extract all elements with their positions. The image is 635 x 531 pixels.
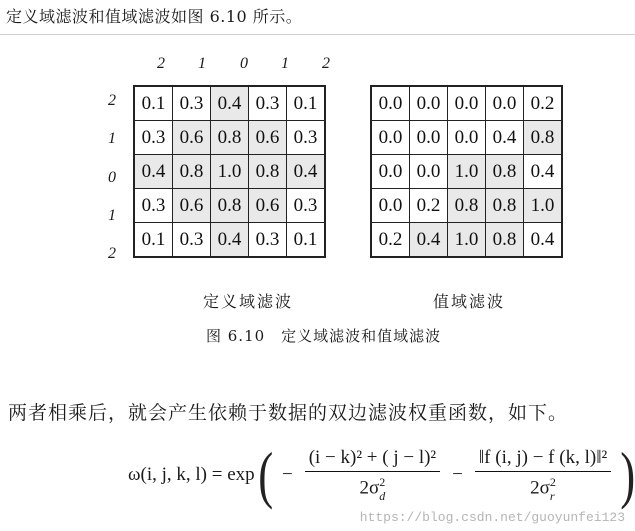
range-grid-cell: 0.0 bbox=[410, 155, 448, 189]
domain-grid-cell: 0.8 bbox=[211, 121, 249, 155]
domain-grid-cell: 0.4 bbox=[134, 155, 173, 189]
range-grid-row bbox=[371, 189, 562, 223]
bilateral-weight-formula bbox=[128, 436, 635, 514]
domain-grid-cell: 0.1 bbox=[287, 86, 326, 121]
range-grid-cell: 0.0 bbox=[486, 86, 524, 121]
watermark: https://blog.csdn.net/guoyunfei123 bbox=[359, 510, 625, 525]
range-grid-cell: 0.8 bbox=[486, 223, 524, 258]
formula-lhs: ω(i, j, k, l) = exp bbox=[128, 464, 255, 485]
domain-grid-row bbox=[134, 86, 325, 121]
domain-grid-cell: 0.1 bbox=[134, 223, 173, 258]
domain-grid-cell: 0.3 bbox=[287, 189, 326, 223]
domain-term-numerator: (i − k)² + ( j − l)² bbox=[305, 447, 440, 472]
domain-grid-cell: 0.8 bbox=[211, 189, 249, 223]
domain-term-den-base: 2σ bbox=[359, 477, 380, 499]
range-filter-caption: 值域滤波 bbox=[433, 292, 506, 311]
range-grid-cell: 0.2 bbox=[371, 223, 410, 258]
range-grid-row bbox=[371, 86, 562, 121]
range-grid-cell: 0.0 bbox=[448, 86, 486, 121]
minus-sign-2: − bbox=[452, 464, 463, 485]
domain-grid-cell: 0.4 bbox=[211, 86, 249, 121]
domain-grid-row bbox=[134, 189, 325, 223]
range-term bbox=[475, 447, 611, 502]
range-grid-row bbox=[371, 121, 562, 155]
row-label: 2 bbox=[108, 245, 116, 262]
column-label: 2 bbox=[322, 55, 330, 72]
range-grid-cell: 0.0 bbox=[371, 155, 410, 189]
domain-grid-cell: 0.8 bbox=[249, 155, 287, 189]
range-grid-row bbox=[371, 223, 562, 258]
domain-grid-cell: 0.8 bbox=[173, 155, 211, 189]
range-grid-cell: 0.0 bbox=[371, 86, 410, 121]
range-grid-cell: 0.2 bbox=[410, 189, 448, 223]
intro-text: 定义域滤波和值域滤波如图 6.10 所示。 bbox=[6, 7, 303, 26]
range-term-denominator: 2σ 2 r bbox=[530, 475, 556, 503]
column-label: 2 bbox=[157, 55, 165, 72]
range-grid-cell: 0.0 bbox=[410, 86, 448, 121]
figure-caption: 图 6.10 定义域滤波和值域滤波 bbox=[206, 327, 442, 345]
range-grid-cell: 0.0 bbox=[448, 121, 486, 155]
range-grid-cell: 0.8 bbox=[448, 189, 486, 223]
range-grid-cell: 0.0 bbox=[371, 121, 410, 155]
range-grid-cell: 0.8 bbox=[524, 121, 563, 155]
range-term-den-base: 2σ bbox=[530, 477, 550, 499]
domain-grid-cell: 0.1 bbox=[287, 223, 326, 258]
domain-filter-caption: 定义域滤波 bbox=[203, 292, 294, 311]
range-grid-cell: 0.2 bbox=[524, 86, 563, 121]
range-grid-cell: 1.0 bbox=[524, 189, 563, 223]
row-label: 1 bbox=[108, 207, 116, 224]
range-grid-cell: 1.0 bbox=[448, 223, 486, 258]
domain-grid-cell: 0.3 bbox=[249, 223, 287, 258]
range-grid-cell: 0.4 bbox=[410, 223, 448, 258]
body-paragraph: 两者相乘后，就会产生依赖于数据的双边滤波权重函数，如下。 bbox=[8, 402, 569, 424]
domain-grid-cell: 0.3 bbox=[287, 121, 326, 155]
domain-grid-cell: 0.6 bbox=[173, 189, 211, 223]
domain-term-denominator: 2σ 2 d bbox=[359, 475, 386, 503]
domain-grid-cell: 0.4 bbox=[287, 155, 326, 189]
range-grid-cell: 0.8 bbox=[486, 189, 524, 223]
range-grid-cell: 0.8 bbox=[486, 155, 524, 189]
domain-grid-row bbox=[134, 155, 325, 189]
domain-grid-cell: 1.0 bbox=[211, 155, 249, 189]
domain-grid-cell: 0.4 bbox=[211, 223, 249, 258]
domain-grid-cell: 0.1 bbox=[134, 86, 173, 121]
row-label: 1 bbox=[108, 130, 116, 147]
left-paren: ( bbox=[257, 439, 273, 510]
range-filter-grid bbox=[370, 85, 563, 258]
column-label: 0 bbox=[240, 55, 248, 72]
row-label: 0 bbox=[108, 169, 116, 186]
domain-term-den-sub: d bbox=[379, 488, 386, 503]
range-grid-cell: 0.4 bbox=[524, 223, 563, 258]
range-grid-cell: 1.0 bbox=[448, 155, 486, 189]
domain-grid-cell: 0.6 bbox=[249, 189, 287, 223]
range-grid-cell: 0.0 bbox=[371, 189, 410, 223]
divider bbox=[0, 34, 635, 35]
domain-grid-row bbox=[134, 223, 325, 258]
domain-grid-cell: 0.3 bbox=[249, 86, 287, 121]
range-term-den-sub: r bbox=[549, 488, 555, 503]
range-grid-cell: 0.0 bbox=[410, 121, 448, 155]
domain-grid-cell: 0.3 bbox=[173, 223, 211, 258]
domain-grid-cell: 0.3 bbox=[134, 189, 173, 223]
domain-grid-cell: 0.3 bbox=[134, 121, 173, 155]
row-label: 2 bbox=[108, 92, 116, 109]
column-label: 1 bbox=[281, 55, 289, 72]
range-grid-cell: 0.4 bbox=[524, 155, 563, 189]
domain-grid-row bbox=[134, 121, 325, 155]
domain-grid-cell: 0.6 bbox=[249, 121, 287, 155]
domain-grid-cell: 0.6 bbox=[173, 121, 211, 155]
domain-grid-cell: 0.3 bbox=[173, 86, 211, 121]
domain-filter-grid bbox=[133, 85, 326, 258]
domain-term bbox=[305, 447, 440, 502]
minus-sign: − bbox=[281, 464, 293, 485]
column-label: 1 bbox=[198, 55, 206, 72]
range-term-numerator: ‖f (i, j) − f (k, l)‖² bbox=[475, 447, 611, 472]
range-grid-row bbox=[371, 155, 562, 189]
right-paren: ) bbox=[620, 439, 635, 510]
range-grid-cell: 0.4 bbox=[486, 121, 524, 155]
